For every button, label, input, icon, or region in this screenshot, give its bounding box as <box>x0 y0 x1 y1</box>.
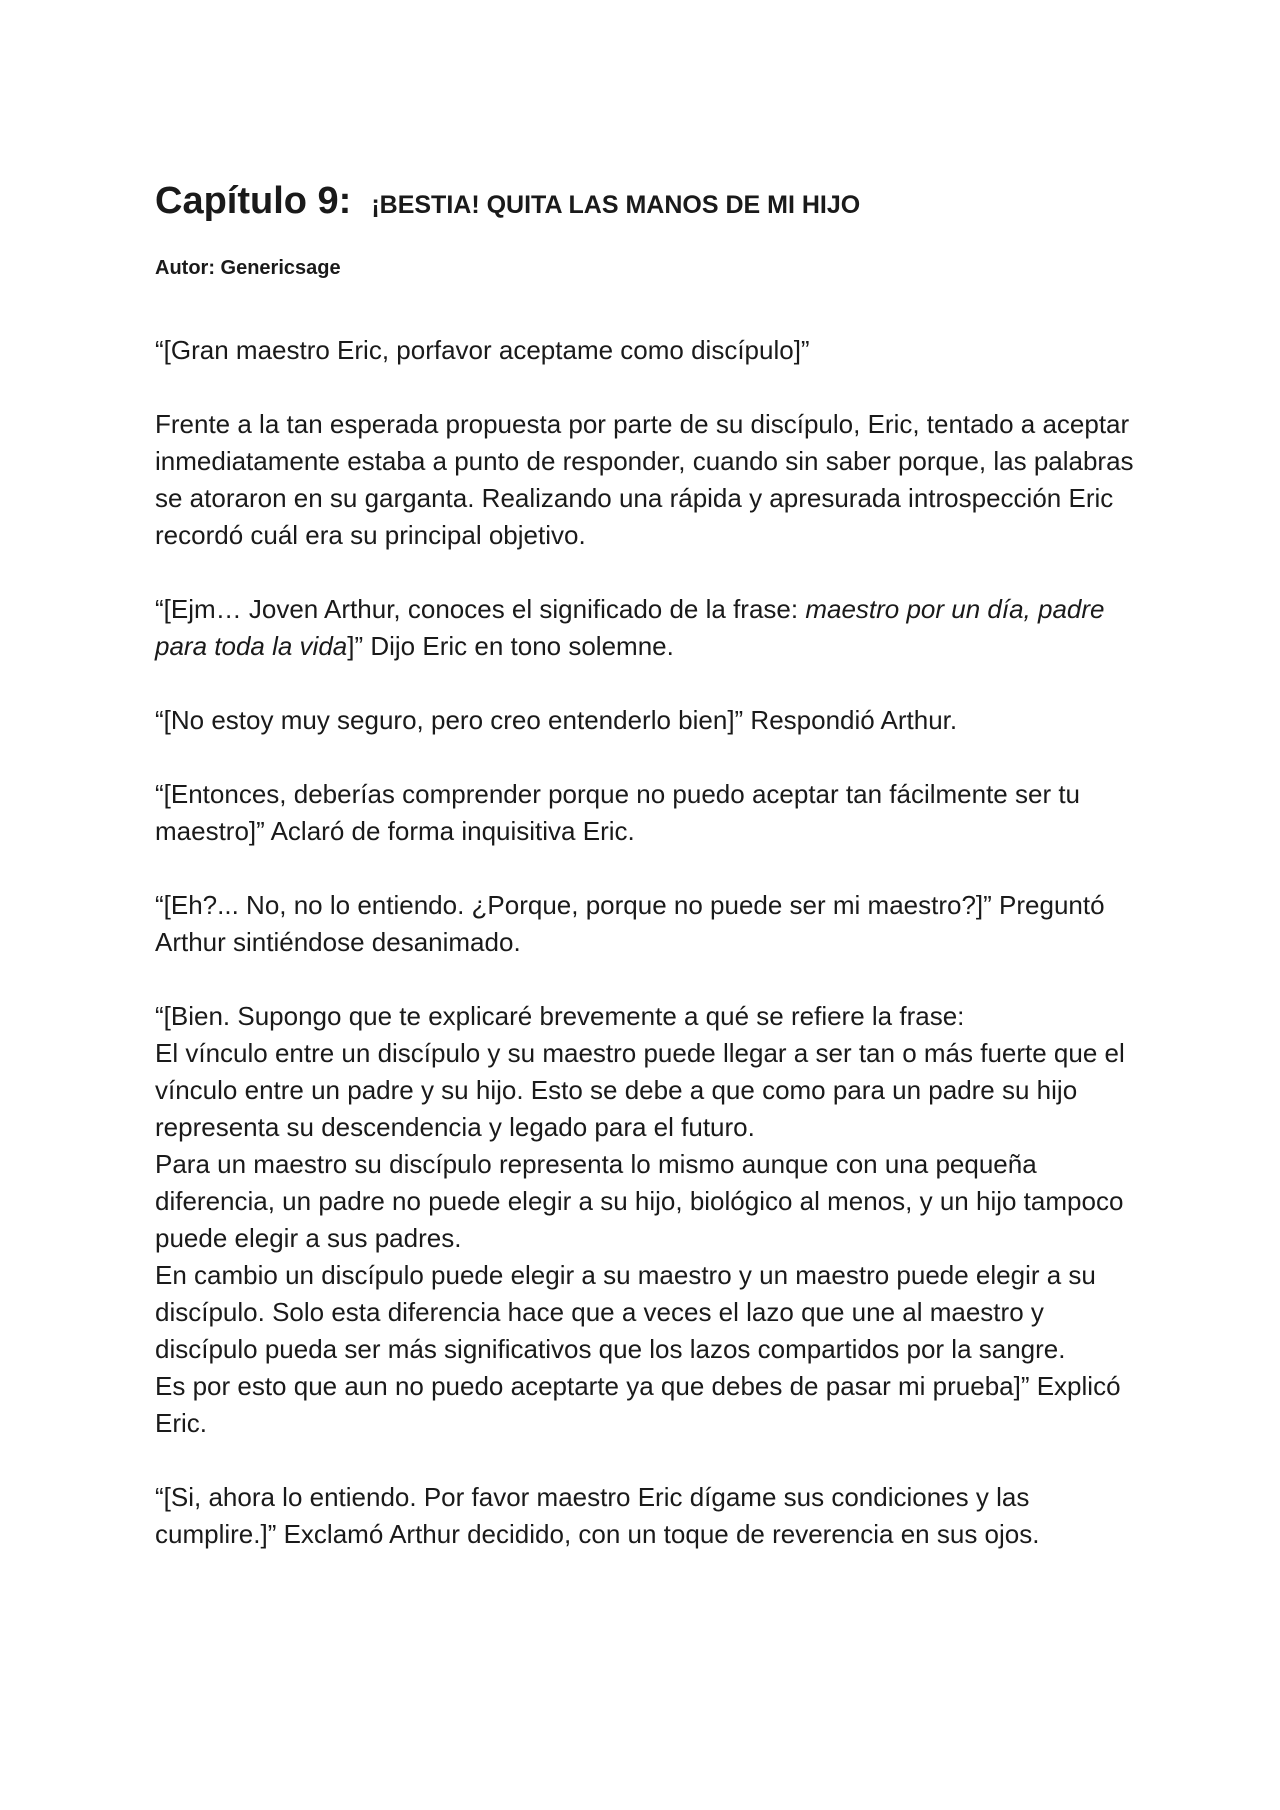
paragraph-7: “[Bien. Supongo que te explicaré brevemente a qué se refiere la frase: El vínculo entre un discípulo y su maestro puede llegar a ser tan o más fuerte que el vínculo entre un padre y su hijo. Esto se debe a que como para un padre su hijo representa su descendencia y legado para el futuro. Para un maestro su discípulo representa lo mismo aunque con una pequeña diferencia, un padre no puede elegir a su hijo, biológico al menos, y un hijo tampoco puede elegir a sus padres. En cambio un discípulo puede elegir a su maestro y un maestro puede elegir a su discípulo. Solo esta diferencia hace que a veces el lazo que une al maestro y discípulo pueda ser más significativos que los lazos compartidos por la sangre. Es por esto que aun no puedo aceptarte ya que debes de pasar mi prueba]” Explicó Eric. <box>155 1001 1125 1438</box>
paragraph-5: “[Entonces, deberías comprender porque no puedo aceptar tan fácilmente ser tu maestro]” Aclaró de forma inquisitiva Eric. <box>155 779 1081 846</box>
paragraph-6: “[Eh?... No, no lo entiendo. ¿Porque, porque no puede ser mi maestro?]” Preguntó Arthur sintiéndose desanimado. <box>155 890 1105 957</box>
chapter-title: ¡BESTIA! QUITA LAS MANOS DE MI HIJO <box>371 191 861 219</box>
chapter-number: Capítulo 9: <box>155 180 352 222</box>
chapter-body <box>155 332 1135 1553</box>
chapter-heading <box>155 180 1135 223</box>
paragraph-8: “[Si, ahora lo entiendo. Por favor maestro Eric dígame sus condiciones y las cumplire.]” Exclamó Arthur decidido, con un toque de reverencia en sus ojos. <box>155 1482 1040 1549</box>
paragraph-3-start: “[Ejm… Joven Arthur, conoces el significado de la frase: <box>155 594 806 624</box>
paragraph-4: “[No estoy muy seguro, pero creo entenderlo bien]” Respondió Arthur. <box>155 705 958 735</box>
author-line: Autor: Genericsage <box>155 257 341 279</box>
paragraph-2: Frente a la tan esperada propuesta por parte de su discípulo, Eric, tentado a aceptar inmediatamente estaba a punto de responder, cuando sin saber porque, las palabras se atoraron en su garganta. Realizando una rápida y apresurada introspección Eric recordó cuál era su principal objetivo. <box>155 409 1134 550</box>
paragraph-3 <box>155 591 1135 665</box>
document-page <box>155 180 1135 1590</box>
paragraph-3-italic-phrase: maestro por un día, padre para toda la vida <box>155 594 1105 661</box>
paragraph-1: “[Gran maestro Eric, porfavor aceptame como discípulo]” <box>155 335 810 365</box>
paragraph-3-end: ]” Dijo Eric en tono solemne. <box>347 631 674 661</box>
